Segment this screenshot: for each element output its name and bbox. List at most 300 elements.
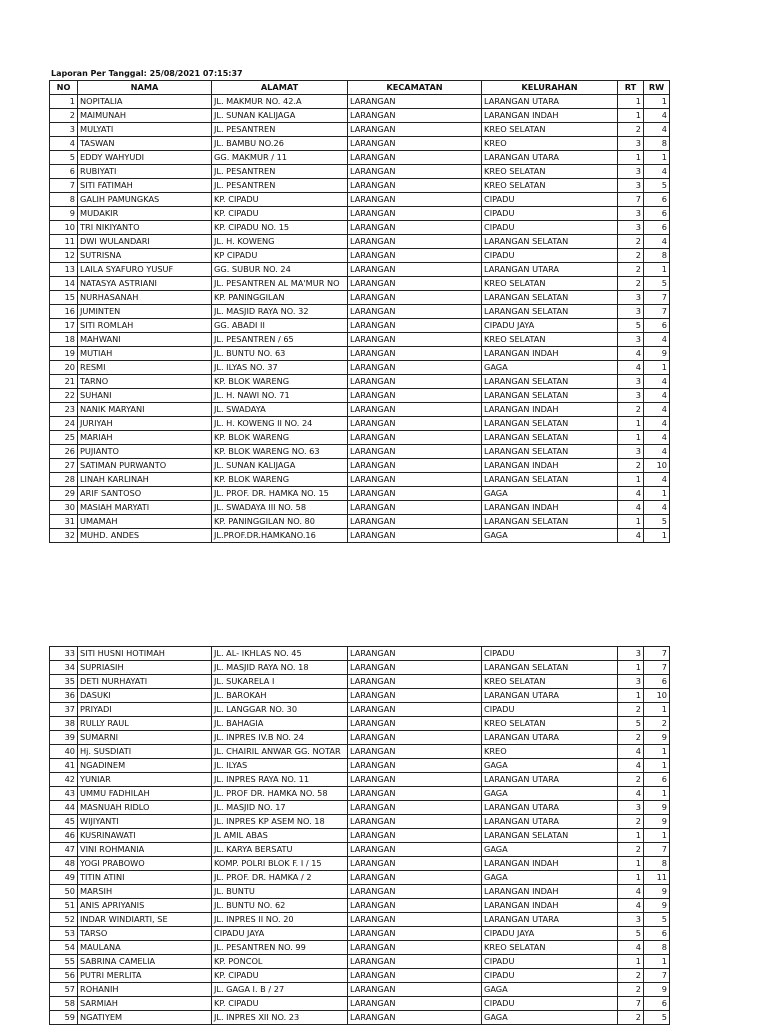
cell-alamat: JL. PROF DR. HAMKA NO. 58 — [212, 787, 348, 801]
cell-kelurahan: KREO SELATAN — [482, 179, 618, 193]
cell-no: 6 — [50, 165, 78, 179]
cell-nama: MAULANA — [78, 941, 212, 955]
cell-rt: 4 — [618, 787, 644, 801]
cell-rt: 4 — [618, 529, 644, 543]
cell-nama: TASWAN — [78, 137, 212, 151]
table-row — [50, 773, 670, 787]
cell-no: 1 — [50, 95, 78, 109]
cell-nama: WIJIYANTI — [78, 815, 212, 829]
cell-alamat: JL. BAHAGIA — [212, 717, 348, 731]
cell-no: 22 — [50, 389, 78, 403]
cell-nama: INDAR WINDIARTI, SE — [78, 913, 212, 927]
cell-kelurahan: KREO SELATAN — [482, 123, 618, 137]
table-row — [50, 1011, 670, 1025]
cell-alamat: JL. SUNAN KALIJAGA — [212, 109, 348, 123]
cell-no: 44 — [50, 801, 78, 815]
cell-kecamatan: LARANGAN — [348, 151, 482, 165]
cell-rw: 9 — [644, 815, 670, 829]
cell-nama: MASNUAH RIDLO — [78, 801, 212, 815]
cell-kecamatan: LARANGAN — [348, 801, 482, 815]
cell-kelurahan: LARANGAN SELATAN — [482, 417, 618, 431]
cell-kecamatan: LARANGAN — [348, 689, 482, 703]
cell-no: 50 — [50, 885, 78, 899]
cell-rt: 4 — [618, 347, 644, 361]
cell-kelurahan: CIPADU — [482, 969, 618, 983]
cell-no: 36 — [50, 689, 78, 703]
cell-no: 17 — [50, 319, 78, 333]
cell-no: 45 — [50, 815, 78, 829]
cell-no: 55 — [50, 955, 78, 969]
table-row — [50, 193, 670, 207]
cell-kecamatan: LARANGAN — [348, 1011, 482, 1025]
cell-rw: 4 — [644, 473, 670, 487]
cell-alamat: KP. BLOK WARENG — [212, 473, 348, 487]
cell-rw: 6 — [644, 221, 670, 235]
cell-alamat: KP. CIPADU — [212, 969, 348, 983]
cell-rw: 7 — [644, 843, 670, 857]
cell-kecamatan: LARANGAN — [348, 179, 482, 193]
cell-rt: 2 — [618, 843, 644, 857]
cell-rt: 3 — [618, 305, 644, 319]
cell-alamat: JL. BUNTU NO. 63 — [212, 347, 348, 361]
cell-kelurahan: LARANGAN UTARA — [482, 913, 618, 927]
cell-rw: 7 — [644, 661, 670, 675]
cell-alamat: KP. BLOK WARENG — [212, 375, 348, 389]
cell-kecamatan: LARANGAN — [348, 305, 482, 319]
table-row — [50, 745, 670, 759]
cell-kelurahan: GAGA — [482, 843, 618, 857]
cell-kelurahan: GAGA — [482, 759, 618, 773]
cell-no: 24 — [50, 417, 78, 431]
cell-alamat: JL. BUNTU — [212, 885, 348, 899]
cell-kecamatan: LARANGAN — [348, 221, 482, 235]
header-kelurahan: KELURAHAN — [482, 81, 618, 95]
header-alamat: ALAMAT — [212, 81, 348, 95]
cell-kelurahan: LARANGAN INDAH — [482, 885, 618, 899]
cell-rw: 4 — [644, 165, 670, 179]
cell-kelurahan: LARANGAN SELATAN — [482, 445, 618, 459]
cell-nama: SARMIAH — [78, 997, 212, 1011]
cell-kelurahan: CIPADU — [482, 193, 618, 207]
header-rt: RT — [618, 81, 644, 95]
cell-no: 30 — [50, 501, 78, 515]
table-row — [50, 787, 670, 801]
cell-alamat: JL. INPRES II NO. 20 — [212, 913, 348, 927]
table-row — [50, 375, 670, 389]
cell-nama: MARSIH — [78, 885, 212, 899]
cell-nama: NOPITALIA — [78, 95, 212, 109]
cell-rw: 4 — [644, 109, 670, 123]
cell-kelurahan: KREO SELATAN — [482, 165, 618, 179]
cell-rt: 3 — [618, 207, 644, 221]
cell-rw: 2 — [644, 717, 670, 731]
cell-kelurahan: GAGA — [482, 871, 618, 885]
cell-nama: ANIS APRIYANIS — [78, 899, 212, 913]
cell-kelurahan: LARANGAN UTARA — [482, 815, 618, 829]
cell-rw: 6 — [644, 997, 670, 1011]
cell-no: 56 — [50, 969, 78, 983]
cell-kelurahan: CIPADU JAYA — [482, 927, 618, 941]
cell-kelurahan: LARANGAN SELATAN — [482, 829, 618, 843]
cell-rw: 6 — [644, 675, 670, 689]
cell-rw: 6 — [644, 927, 670, 941]
table-row — [50, 277, 670, 291]
cell-kelurahan: LARANGAN UTARA — [482, 689, 618, 703]
cell-no: 47 — [50, 843, 78, 857]
cell-alamat: JL. H. KOWENG II NO. 24 — [212, 417, 348, 431]
cell-kecamatan: LARANGAN — [348, 955, 482, 969]
cell-nama: LAILA SYAFURO YUSUF — [78, 263, 212, 277]
table-row — [50, 221, 670, 235]
cell-no: 8 — [50, 193, 78, 207]
report-title: Laporan Per Tanggal: 25/08/2021 07:15:37 — [51, 69, 243, 78]
cell-alamat: KP. PANINGGILAN NO. 80 — [212, 515, 348, 529]
cell-no: 25 — [50, 431, 78, 445]
cell-nama: JUMINTEN — [78, 305, 212, 319]
table-row — [50, 983, 670, 997]
cell-kelurahan: LARANGAN INDAH — [482, 403, 618, 417]
table-row — [50, 235, 670, 249]
cell-rw: 4 — [644, 445, 670, 459]
table-row — [50, 95, 670, 109]
cell-alamat: JL. GAGA I. B / 27 — [212, 983, 348, 997]
cell-nama: SUPRIASIH — [78, 661, 212, 675]
cell-nama: TARSO — [78, 927, 212, 941]
cell-rt: 5 — [618, 927, 644, 941]
cell-no: 26 — [50, 445, 78, 459]
cell-nama: SITI ROMLAH — [78, 319, 212, 333]
cell-rt: 2 — [618, 1011, 644, 1025]
cell-rw: 1 — [644, 263, 670, 277]
cell-rw: 5 — [644, 277, 670, 291]
cell-nama: SITI HUSNI HOTIMAH — [78, 647, 212, 661]
cell-kecamatan: LARANGAN — [348, 403, 482, 417]
data-table-page-1 — [49, 80, 670, 543]
table-row — [50, 759, 670, 773]
cell-no: 11 — [50, 235, 78, 249]
cell-rt: 2 — [618, 403, 644, 417]
cell-nama: MUDAKIR — [78, 207, 212, 221]
cell-rw: 8 — [644, 137, 670, 151]
table-row — [50, 473, 670, 487]
cell-rt: 2 — [618, 235, 644, 249]
cell-kecamatan: LARANGAN — [348, 277, 482, 291]
table-row — [50, 955, 670, 969]
cell-rt: 4 — [618, 941, 644, 955]
cell-alamat: JL. PESANTREN — [212, 165, 348, 179]
cell-kelurahan: LARANGAN SELATAN — [482, 473, 618, 487]
cell-nama: DWI WULANDARI — [78, 235, 212, 249]
cell-rw: 4 — [644, 235, 670, 249]
cell-no: 14 — [50, 277, 78, 291]
cell-rt: 3 — [618, 179, 644, 193]
cell-rw: 5 — [644, 913, 670, 927]
cell-nama: NGATIYEM — [78, 1011, 212, 1025]
cell-rw: 1 — [644, 759, 670, 773]
cell-alamat: GG. MAKMUR / 11 — [212, 151, 348, 165]
cell-kelurahan: GAGA — [482, 487, 618, 501]
cell-nama: PRIYADI — [78, 703, 212, 717]
cell-no: 32 — [50, 529, 78, 543]
cell-alamat: KP. CIPADU — [212, 207, 348, 221]
cell-no: 41 — [50, 759, 78, 773]
cell-no: 34 — [50, 661, 78, 675]
cell-rw: 4 — [644, 333, 670, 347]
table-body-page-2 — [50, 647, 670, 1025]
cell-alamat: KP CIPADU — [212, 249, 348, 263]
cell-kecamatan: LARANGAN — [348, 165, 482, 179]
cell-kelurahan: LARANGAN UTARA — [482, 801, 618, 815]
cell-nama: SATIMAN PURWANTO — [78, 459, 212, 473]
table-row — [50, 151, 670, 165]
cell-kecamatan: LARANGAN — [348, 857, 482, 871]
cell-alamat: JL. PESANTREN / 65 — [212, 333, 348, 347]
cell-alamat: KP. BLOK WARENG NO. 63 — [212, 445, 348, 459]
cell-no: 28 — [50, 473, 78, 487]
table-row — [50, 647, 670, 661]
cell-kecamatan: LARANGAN — [348, 319, 482, 333]
table-row — [50, 885, 670, 899]
cell-rw: 4 — [644, 431, 670, 445]
cell-rw: 1 — [644, 361, 670, 375]
table-row — [50, 109, 670, 123]
cell-rw: 11 — [644, 871, 670, 885]
table-row — [50, 801, 670, 815]
cell-rw: 6 — [644, 193, 670, 207]
cell-kelurahan: LARANGAN SELATAN — [482, 661, 618, 675]
cell-rt: 2 — [618, 773, 644, 787]
cell-alamat: JL. LANGGAR NO. 30 — [212, 703, 348, 717]
table-row — [50, 291, 670, 305]
cell-alamat: JL. MASJID RAYA NO. 18 — [212, 661, 348, 675]
table-row — [50, 871, 670, 885]
cell-kelurahan: GAGA — [482, 787, 618, 801]
cell-rw: 4 — [644, 501, 670, 515]
cell-nama: SUMARNI — [78, 731, 212, 745]
cell-alamat: JL. INPRES XII NO. 23 — [212, 1011, 348, 1025]
cell-rt: 1 — [618, 151, 644, 165]
cell-no: 51 — [50, 899, 78, 913]
cell-no: 49 — [50, 871, 78, 885]
cell-kelurahan: LARANGAN SELATAN — [482, 305, 618, 319]
cell-nama: SABRINA CAMELIA — [78, 955, 212, 969]
cell-rt: 2 — [618, 459, 644, 473]
cell-rw: 9 — [644, 983, 670, 997]
cell-no: 7 — [50, 179, 78, 193]
cell-alamat: KP. PANINGGILAN — [212, 291, 348, 305]
cell-no: 10 — [50, 221, 78, 235]
cell-kecamatan: LARANGAN — [348, 731, 482, 745]
cell-alamat: JL. SUNAN KALIJAGA — [212, 459, 348, 473]
cell-rt: 2 — [618, 815, 644, 829]
cell-kecamatan: LARANGAN — [348, 899, 482, 913]
cell-kelurahan: LARANGAN UTARA — [482, 773, 618, 787]
cell-kecamatan: LARANGAN — [348, 459, 482, 473]
cell-alamat: GG. SUBUR NO. 24 — [212, 263, 348, 277]
cell-no: 21 — [50, 375, 78, 389]
table-row — [50, 689, 670, 703]
table-row — [50, 487, 670, 501]
cell-rt: 2 — [618, 249, 644, 263]
cell-kelurahan: GAGA — [482, 1011, 618, 1025]
table-row — [50, 417, 670, 431]
cell-rw: 1 — [644, 487, 670, 501]
cell-kelurahan: KREO — [482, 137, 618, 151]
cell-no: 59 — [50, 1011, 78, 1025]
cell-kecamatan: LARANGAN — [348, 871, 482, 885]
cell-kelurahan: LARANGAN UTARA — [482, 95, 618, 109]
cell-no: 58 — [50, 997, 78, 1011]
cell-kecamatan: LARANGAN — [348, 717, 482, 731]
cell-kecamatan: LARANGAN — [348, 647, 482, 661]
cell-alamat: JL. MASJID NO. 17 — [212, 801, 348, 815]
cell-nama: SUHANI — [78, 389, 212, 403]
table-row — [50, 515, 670, 529]
cell-kecamatan: LARANGAN — [348, 843, 482, 857]
cell-nama: DASUKI — [78, 689, 212, 703]
cell-nama: NURHASANAH — [78, 291, 212, 305]
cell-kecamatan: LARANGAN — [348, 137, 482, 151]
cell-alamat: KP. PONCOL — [212, 955, 348, 969]
table-row — [50, 815, 670, 829]
cell-rt: 3 — [618, 389, 644, 403]
cell-rw: 5 — [644, 179, 670, 193]
cell-rw: 1 — [644, 529, 670, 543]
cell-nama: NANIK MARYANI — [78, 403, 212, 417]
cell-nama: MARIAH — [78, 431, 212, 445]
cell-alamat: KP. CIPADU — [212, 193, 348, 207]
cell-kelurahan: KREO SELATAN — [482, 717, 618, 731]
cell-rt: 2 — [618, 983, 644, 997]
cell-rw: 9 — [644, 801, 670, 815]
cell-rt: 3 — [618, 221, 644, 235]
cell-nama: MAIMUNAH — [78, 109, 212, 123]
cell-rt: 1 — [618, 95, 644, 109]
cell-kelurahan: CIPADU — [482, 955, 618, 969]
table-row — [50, 403, 670, 417]
cell-rt: 2 — [618, 703, 644, 717]
cell-no: 2 — [50, 109, 78, 123]
cell-rt: 5 — [618, 319, 644, 333]
table-row — [50, 927, 670, 941]
table-row — [50, 165, 670, 179]
cell-alamat: JL. BAMBU NO.26 — [212, 137, 348, 151]
cell-rt: 1 — [618, 417, 644, 431]
cell-no: 57 — [50, 983, 78, 997]
cell-kelurahan: LARANGAN SELATAN — [482, 515, 618, 529]
cell-alamat: KP. CIPADU NO. 15 — [212, 221, 348, 235]
cell-alamat: JL AMIL ABAS — [212, 829, 348, 843]
cell-kelurahan: GAGA — [482, 529, 618, 543]
table-row — [50, 137, 670, 151]
table-row — [50, 703, 670, 717]
table-row — [50, 899, 670, 913]
cell-kecamatan: LARANGAN — [348, 969, 482, 983]
cell-kecamatan: LARANGAN — [348, 473, 482, 487]
cell-rw: 4 — [644, 123, 670, 137]
cell-nama: TITIN ATINI — [78, 871, 212, 885]
cell-kelurahan: CIPADU — [482, 249, 618, 263]
cell-no: 54 — [50, 941, 78, 955]
table-row — [50, 997, 670, 1011]
cell-rt: 7 — [618, 193, 644, 207]
cell-rw: 4 — [644, 375, 670, 389]
table-row — [50, 431, 670, 445]
cell-nama: YUNIAR — [78, 773, 212, 787]
table-row — [50, 857, 670, 871]
cell-alamat: JL. ILYAS — [212, 759, 348, 773]
table-row — [50, 529, 670, 543]
cell-alamat: KOMP. POLRI BLOK F. I / 15 — [212, 857, 348, 871]
table-row — [50, 913, 670, 927]
cell-kelurahan: GAGA — [482, 361, 618, 375]
header-no: NO — [50, 81, 78, 95]
cell-nama: PUTRI MERLITA — [78, 969, 212, 983]
cell-alamat: JL. INPRES KP ASEM NO. 18 — [212, 815, 348, 829]
cell-kelurahan: LARANGAN INDAH — [482, 857, 618, 871]
cell-rw: 10 — [644, 459, 670, 473]
cell-kecamatan: LARANGAN — [348, 529, 482, 543]
cell-rw: 1 — [644, 955, 670, 969]
cell-kecamatan: LARANGAN — [348, 675, 482, 689]
table-row — [50, 263, 670, 277]
cell-no: 38 — [50, 717, 78, 731]
cell-rw: 6 — [644, 319, 670, 333]
cell-kecamatan: LARANGAN — [348, 445, 482, 459]
cell-no: 43 — [50, 787, 78, 801]
cell-nama: MULYATI — [78, 123, 212, 137]
cell-alamat: JL. CHAIRIL ANWAR GG. NOTAR — [212, 745, 348, 759]
cell-no: 3 — [50, 123, 78, 137]
cell-kecamatan: LARANGAN — [348, 417, 482, 431]
data-table-page-2 — [49, 646, 670, 1025]
cell-rt: 3 — [618, 675, 644, 689]
cell-kelurahan: CIPADU — [482, 647, 618, 661]
cell-alamat: KP. BLOK WARENG — [212, 431, 348, 445]
cell-nama: SITI FATIMAH — [78, 179, 212, 193]
table-row — [50, 319, 670, 333]
cell-rt: 2 — [618, 123, 644, 137]
cell-kelurahan: CIPADU — [482, 207, 618, 221]
cell-rw: 4 — [644, 403, 670, 417]
cell-alamat: JL. INPRES RAYA NO. 11 — [212, 773, 348, 787]
cell-no: 4 — [50, 137, 78, 151]
cell-no: 53 — [50, 927, 78, 941]
cell-kecamatan: LARANGAN — [348, 703, 482, 717]
cell-nama: NATASYA ASTRIANI — [78, 277, 212, 291]
cell-no: 13 — [50, 263, 78, 277]
cell-no: 37 — [50, 703, 78, 717]
cell-kelurahan: KREO SELATAN — [482, 277, 618, 291]
cell-kelurahan: KREO SELATAN — [482, 941, 618, 955]
cell-no: 16 — [50, 305, 78, 319]
cell-kelurahan: LARANGAN UTARA — [482, 263, 618, 277]
cell-kelurahan: LARANGAN SELATAN — [482, 235, 618, 249]
cell-alamat: JL. MAKMUR NO. 42.A — [212, 95, 348, 109]
cell-rt: 1 — [618, 955, 644, 969]
cell-kecamatan: LARANGAN — [348, 431, 482, 445]
table-row — [50, 843, 670, 857]
cell-alamat: JL. PESANTREN AL MA'MUR NO — [212, 277, 348, 291]
cell-kecamatan: LARANGAN — [348, 389, 482, 403]
cell-kecamatan: LARANGAN — [348, 829, 482, 843]
cell-rt: 1 — [618, 661, 644, 675]
cell-no: 42 — [50, 773, 78, 787]
cell-no: 19 — [50, 347, 78, 361]
cell-rw: 1 — [644, 151, 670, 165]
cell-rt: 3 — [618, 913, 644, 927]
cell-kelurahan: LARANGAN UTARA — [482, 151, 618, 165]
